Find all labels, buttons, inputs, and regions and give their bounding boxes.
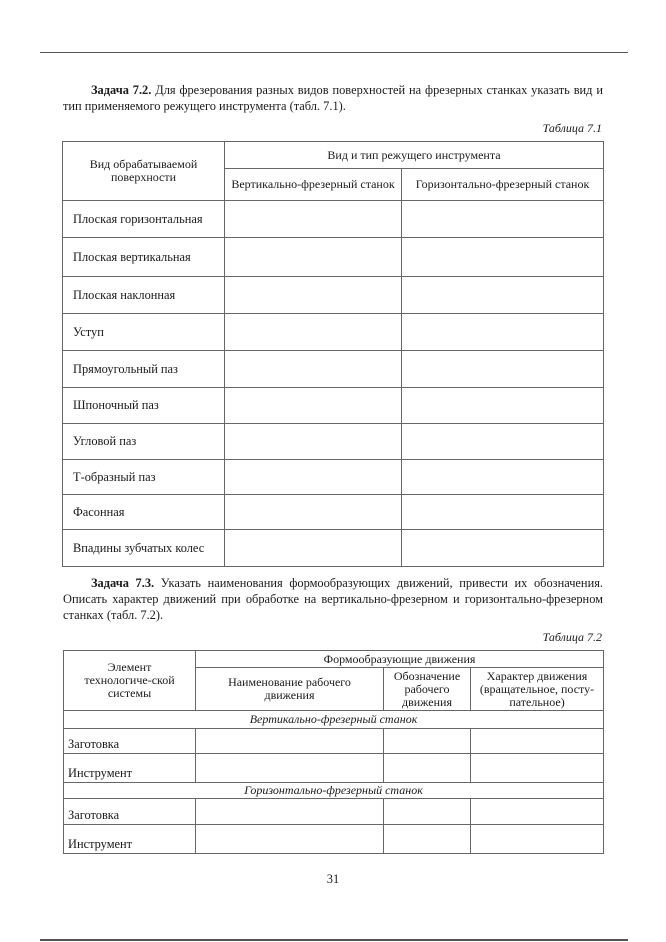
cell-vertical[interactable]	[225, 314, 402, 351]
cell-vertical[interactable]	[225, 424, 402, 460]
header-designation: Обозначение рабочего движения	[384, 668, 471, 711]
cell-designation[interactable]	[384, 754, 471, 783]
table-row	[64, 754, 604, 783]
header-horizontal: Горизонтально-фрезерный станок	[402, 169, 604, 201]
header-element: Элемент технологиче-ской системы	[64, 651, 196, 711]
table-row	[63, 460, 604, 495]
cell-vertical[interactable]	[225, 201, 402, 238]
cell-vertical[interactable]	[225, 495, 402, 530]
section-row	[64, 711, 604, 729]
cell-designation[interactable]	[384, 729, 471, 754]
header-tool-group: Вид и тип режущего инструмента	[225, 142, 604, 169]
table-row	[63, 495, 604, 530]
cell-vertical[interactable]	[225, 277, 402, 314]
cell-horizontal[interactable]	[402, 201, 604, 238]
row-label: Угловой паз	[63, 424, 225, 460]
row-label: Впадины зубчатых колес	[63, 530, 225, 567]
cell-motion-name[interactable]	[196, 754, 384, 783]
table-7-2	[63, 650, 604, 854]
table-row	[63, 351, 604, 388]
cell-vertical[interactable]	[225, 238, 402, 277]
table-row	[63, 424, 604, 460]
cell-horizontal[interactable]	[402, 460, 604, 495]
table-row	[64, 825, 604, 854]
cell-motion-name[interactable]	[196, 729, 384, 754]
table-row	[63, 388, 604, 424]
cell-horizontal[interactable]	[402, 351, 604, 388]
header-character: Характер движения (вращательное, посту-пательное)	[471, 668, 604, 711]
cell-designation[interactable]	[384, 825, 471, 854]
header-surface: Вид обрабатываемой поверхности	[63, 142, 225, 201]
section-title-vertical: Вертикально-фрезерный станок	[64, 711, 604, 729]
row-label: Шпоночный паз	[63, 388, 225, 424]
row-label: Уступ	[63, 314, 225, 351]
section-title-horizontal: Горизонтально-фрезерный станок	[64, 783, 604, 799]
cell-character[interactable]	[471, 825, 604, 854]
cell-vertical[interactable]	[225, 460, 402, 495]
table-7-1	[62, 141, 604, 567]
row-label: Фасонная	[63, 495, 225, 530]
cell-horizontal[interactable]	[402, 388, 604, 424]
cell-character[interactable]	[471, 799, 604, 825]
table-row	[64, 799, 604, 825]
header-motion-name: Наименование рабочего движения	[196, 668, 384, 711]
row-label: Плоская наклонная	[63, 277, 225, 314]
row-label: Инструмент	[64, 825, 196, 854]
table-row	[63, 314, 604, 351]
row-label: Заготовка	[64, 799, 196, 825]
task-7-3-label: Задача 7.3.	[91, 576, 155, 590]
table-row	[63, 530, 604, 567]
cell-horizontal[interactable]	[402, 424, 604, 460]
row-label: Заготовка	[64, 729, 196, 754]
cell-horizontal[interactable]	[402, 238, 604, 277]
cell-horizontal[interactable]	[402, 314, 604, 351]
cell-horizontal[interactable]	[402, 277, 604, 314]
top-rule	[40, 52, 628, 53]
section-row	[64, 783, 604, 799]
row-label: Инструмент	[64, 754, 196, 783]
cell-horizontal[interactable]	[402, 530, 604, 567]
cell-character[interactable]	[471, 729, 604, 754]
row-label: Прямоугольный паз	[63, 351, 225, 388]
table-7-1-caption: Таблица 7.1	[542, 121, 602, 135]
bottom-rule	[40, 939, 628, 941]
table-row	[63, 201, 604, 238]
table-row	[63, 238, 604, 277]
cell-vertical[interactable]	[225, 530, 402, 567]
table-7-2-caption: Таблица 7.2	[542, 630, 602, 644]
cell-character[interactable]	[471, 754, 604, 783]
task-7-2-paragraph	[63, 82, 603, 114]
task-7-3-text: Указать наименования формообразующих движений, привести их обозначения. Описать характер движений при обработке на вертикально-фрезерном и горизонтально-фрезерном станках (табл. 7.2).	[63, 576, 603, 622]
row-label: Т-образный паз	[63, 460, 225, 495]
cell-vertical[interactable]	[225, 388, 402, 424]
page-number: 31	[326, 872, 340, 886]
row-label: Плоская горизонтальная	[63, 201, 225, 238]
cell-motion-name[interactable]	[196, 799, 384, 825]
cell-horizontal[interactable]	[402, 495, 604, 530]
task-7-2-label: Задача 7.2.	[91, 83, 152, 97]
table-row	[63, 277, 604, 314]
cell-vertical[interactable]	[225, 351, 402, 388]
task-7-2-text: Для фрезерования разных видов поверхностей на фрезерных станках указать вид и тип применяемого режущего инструмента (табл. 7.1).	[63, 83, 603, 113]
table-row	[64, 729, 604, 754]
header-motion-group: Формообразующие движения	[196, 651, 604, 668]
cell-designation[interactable]	[384, 799, 471, 825]
header-vertical: Вертикально-фрезерный станок	[225, 169, 402, 201]
task-7-3-paragraph	[63, 575, 603, 623]
row-label: Плоская вертикальная	[63, 238, 225, 277]
cell-motion-name[interactable]	[196, 825, 384, 854]
